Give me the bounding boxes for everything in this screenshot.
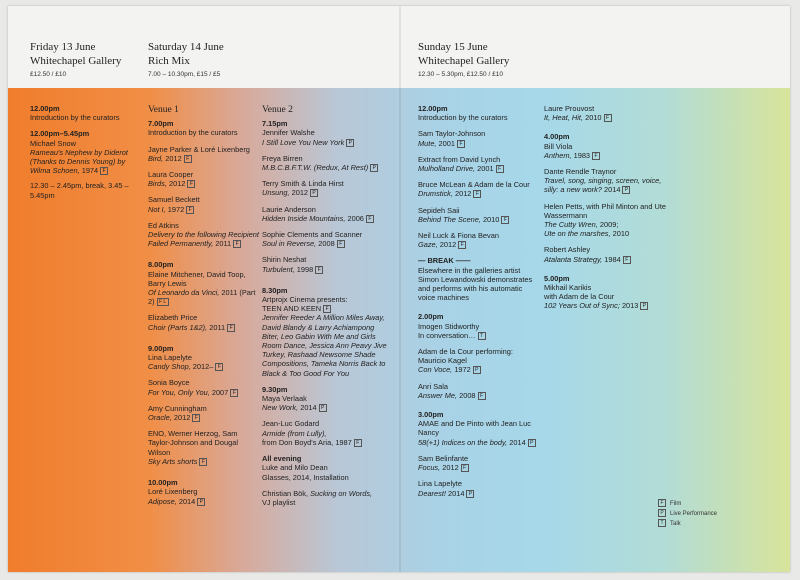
- event-time: 9.30pm: [262, 384, 288, 394]
- tag-icon: P: [466, 490, 474, 498]
- event-work: The Cutty Wren,: [544, 220, 598, 230]
- event-desc: from Don Boyd's Aria,: [262, 437, 334, 447]
- event-year: 1983: [573, 150, 591, 160]
- event-item: [148, 170, 260, 188]
- event-artist: Maya Verlaak: [262, 394, 307, 404]
- event-work: Behind The Scene,: [418, 214, 481, 224]
- event-item: [418, 347, 536, 375]
- event-work: Delivery to the following Recipient Failed Permanently,: [148, 230, 259, 249]
- event-year: 1998: [296, 264, 314, 274]
- event-artist: Laurie Anderson: [262, 204, 316, 214]
- legend-item: [658, 519, 717, 529]
- event-item: [418, 479, 536, 497]
- event-time: 9.00pm: [148, 343, 174, 353]
- event-note: 12.30 – 2.45pm, break, 3.45 – 5.45pm: [30, 181, 129, 200]
- event-desc: Glasses, 2014, Installation: [262, 472, 349, 482]
- tag-icon: P: [346, 139, 354, 147]
- event-desc: with Adam de la Cour: [544, 292, 615, 302]
- event-work: Unsung,: [262, 188, 290, 198]
- event-item: [262, 419, 390, 447]
- event-item: [262, 385, 390, 413]
- day-date: Saturday 14 June: [148, 41, 224, 53]
- tag-icon: F: [199, 458, 207, 466]
- event-artist: AMAE and De Pinto with Jean Luc Nancy: [418, 419, 531, 438]
- event-artist: Laura Cooper: [148, 170, 194, 180]
- event-year: 2010: [612, 229, 630, 239]
- event-time: 2.00pm: [418, 312, 444, 322]
- event-artist: Ed Atkins: [148, 220, 179, 230]
- tag-icon: F: [227, 324, 235, 332]
- event-item: [544, 132, 674, 160]
- event-item: [262, 154, 390, 172]
- event-desc: VJ playlist: [262, 497, 296, 507]
- tag-icon: F: [366, 215, 374, 223]
- event-presenter: Artprojx Cinema presents:: [262, 295, 348, 305]
- event-artist: Luke and Milo Dean: [262, 463, 328, 473]
- event-work: Birds,: [148, 179, 167, 189]
- event-artist: ENO, Werner Herzog, Sam Taylor-Johnson and Dougal Wilson: [148, 429, 238, 457]
- event-year: 1984: [604, 254, 621, 264]
- event-artist: Bruce McLean & Adam de la Cour: [418, 180, 530, 190]
- tag-icon: F: [473, 190, 481, 198]
- tag-icon: F: [323, 305, 331, 313]
- event-artist: Neil Luck & Fiona Bevan: [418, 231, 499, 241]
- event-artist: Michael Snow: [30, 138, 77, 148]
- event-year: 2010: [585, 113, 602, 123]
- event-item: [262, 255, 390, 273]
- event-work: Ute on the marshes,: [544, 229, 611, 239]
- event-artist: Sophie Clements and Scanner: [262, 230, 363, 240]
- event-work: Of Leonardo da Vinci,: [148, 288, 220, 298]
- event-item: [148, 260, 260, 306]
- event-artist: Sam Taylor-Johnson: [418, 129, 486, 139]
- tag-icon: P: [473, 366, 481, 374]
- event-work: Mulholland Drive,: [418, 164, 476, 174]
- event-desc: Introduction by the curators: [148, 128, 238, 138]
- event-artist: Jean-Luc Godard: [262, 419, 320, 429]
- day-date: Sunday 15 June: [418, 41, 488, 53]
- day-venue: Rich Mix: [148, 55, 190, 67]
- event-year: 2012: [439, 240, 457, 250]
- event-artist: Lina Lapelyte: [418, 479, 462, 489]
- event-time: 8.30pm: [262, 285, 288, 295]
- event-work: Armide (from Lully),: [262, 428, 327, 438]
- event-year: 2001: [477, 164, 494, 174]
- event-artist: Sonia Boyce: [148, 378, 190, 388]
- tag-icon: F: [496, 165, 504, 173]
- event-year: 2014: [509, 437, 526, 447]
- tag-icon: P: [640, 302, 648, 310]
- event-work: Sky Arts shorts: [148, 456, 198, 466]
- event-artist: Samuel Beckett: [148, 195, 200, 205]
- event-time: 4.00pm: [544, 132, 570, 142]
- event-artist: Loré Lixenberg: [148, 487, 198, 497]
- day-header-friday: [30, 40, 121, 78]
- event-year: 2009;: [599, 220, 619, 230]
- saturday-venue2-column: [262, 106, 390, 514]
- day-price: 7.00 – 10.30pm, £15 / £5: [148, 71, 221, 78]
- event-item: [544, 167, 674, 195]
- event-artist: Christian Bök,: [262, 488, 309, 498]
- friday-column: [30, 104, 142, 207]
- event-item: [418, 454, 536, 472]
- event-artist: Amy Cunningham: [148, 403, 207, 413]
- tag-icon: F: [592, 152, 600, 160]
- event-artist: Adam de la Cour performing: Mauricio Kagel: [418, 347, 513, 366]
- tag-icon: P: [622, 186, 630, 194]
- legend-label: Live Performance: [670, 511, 718, 517]
- tag-icon: F: [186, 206, 194, 214]
- event-item: [418, 312, 536, 340]
- event-programme-title: TEEN AND KEEN: [262, 304, 322, 314]
- programme-spread: [8, 6, 790, 572]
- event-work: Oracle,: [148, 413, 172, 423]
- event-work: 58(+1) Indices on the body,: [418, 437, 508, 447]
- tag-icon: F: [457, 140, 465, 148]
- page-fold: [399, 6, 401, 572]
- event-item: [148, 404, 260, 422]
- event-work: Adipose,: [148, 496, 177, 506]
- event-artist: Sepideh Saii: [418, 205, 460, 215]
- event-year: 2011: [215, 239, 232, 249]
- event-work: Mute,: [418, 138, 437, 148]
- event-item: [148, 119, 260, 137]
- legend-item: [658, 509, 717, 519]
- event-year: 2012: [168, 179, 186, 189]
- event-year: 2008: [318, 239, 335, 249]
- event-work: Drumstick,: [418, 189, 453, 199]
- event-work: M.B.C.B.F.T.W. (Redux, At Rest): [262, 163, 369, 173]
- saturday-venue1-column: [148, 106, 260, 513]
- tag-icon: F: [354, 439, 362, 447]
- event-artist: Lina Lapelyte: [148, 353, 192, 363]
- day-price: £12.50 / £10: [30, 71, 67, 78]
- legend-label: Talk: [670, 521, 681, 527]
- event-year: 2001: [438, 138, 455, 148]
- tag-icon: F: [233, 240, 241, 248]
- event-work: Choir (Parts 1&2),: [148, 322, 208, 332]
- venue-heading: Venue 1: [148, 105, 179, 115]
- event-item: [262, 119, 390, 147]
- event-work: Atalanta Strategy,: [544, 254, 603, 264]
- event-artist: Freya Birren: [262, 153, 303, 163]
- event-time: 10.00pm: [148, 478, 178, 488]
- tag-icon: P: [310, 189, 318, 197]
- event-year: 1974: [81, 166, 99, 176]
- event-item: [148, 344, 260, 372]
- tag-icon: F: [461, 464, 469, 472]
- event-artist: Extract from David Lynch: [418, 154, 501, 164]
- event-year: 1987: [335, 437, 352, 447]
- event-work: Focus,: [418, 463, 441, 473]
- event-item: [418, 231, 536, 249]
- talk-tag-icon: T: [478, 332, 486, 340]
- event-artist: Robert Ashley: [544, 245, 591, 255]
- tag-icon: F: [230, 389, 238, 397]
- event-item: [262, 230, 390, 248]
- event-item: [262, 286, 390, 378]
- break-section: [418, 256, 536, 302]
- event-item: [148, 478, 260, 506]
- day-venue: Whitechapel Gallery: [30, 55, 122, 67]
- event-work: Hidden Inside Mountains,: [262, 213, 346, 223]
- event-item: [262, 205, 390, 223]
- tag-icon: F: [184, 155, 192, 163]
- event-item: [148, 145, 260, 163]
- tag-icon: P: [370, 164, 378, 172]
- event-work: Turbulent,: [262, 264, 295, 274]
- event-item: [148, 378, 260, 396]
- event-artist: Bill Viola: [544, 141, 573, 151]
- event-item: [262, 489, 390, 507]
- event-artist: Sam Belinfante: [418, 453, 469, 463]
- event-year: 2012–: [192, 362, 214, 372]
- day-header-saturday: [148, 40, 224, 78]
- tag-icon: P: [197, 498, 205, 506]
- talk-tag-icon: T: [658, 519, 666, 527]
- tag-icon: F: [501, 216, 509, 224]
- event-artist: Mikhail Karikis: [544, 283, 592, 293]
- event-work: Sucking on Words,: [310, 488, 373, 498]
- break-heading: — BREAK ——: [418, 256, 471, 266]
- event-artist: Jayne Parker & Loré Lixenberg: [148, 144, 250, 154]
- event-item: [418, 129, 536, 147]
- sunday-column-1: [418, 104, 536, 505]
- performance-tag-icon: P: [658, 509, 666, 517]
- day-price: 12.30 – 5.30pm, £12.50 / £10: [418, 71, 503, 78]
- film-tag-icon: F: [100, 167, 108, 175]
- event-work: Gaze,: [418, 240, 438, 250]
- film-tag-icon: F: [658, 499, 666, 507]
- venue-heading: Venue 2: [262, 105, 293, 115]
- tag-icon: F L: [157, 298, 169, 306]
- event-year: 1972: [454, 365, 471, 375]
- event-time: 8.00pm: [148, 260, 174, 270]
- sunday-column-2: [544, 104, 674, 318]
- event-work: Dearest!: [418, 488, 446, 498]
- event-programme-list: Jennifer Reeder A Million Miles Away, David Blandy & Larry Achiampong Biter, Leo Gabin With Me and Girls Room Dance, Jessica Ann Peavy Jive Turkey, Rashaad Newsome Shade Compositions, Tameka Norris Back to Black & Too Good For You: [262, 313, 387, 378]
- event-item: [418, 155, 536, 173]
- event-year: 2014: [603, 185, 621, 195]
- event-item: [544, 202, 674, 239]
- event-artist: Elizabeth Price: [148, 313, 198, 323]
- event-item: [262, 454, 390, 482]
- event-item: [148, 313, 260, 331]
- event-item: [544, 104, 674, 122]
- event-item: [148, 429, 260, 466]
- event-artist: Elaine Mitchener, David Toop, Barry Lewis: [148, 269, 246, 288]
- tag-icon: P: [528, 439, 536, 447]
- event-time: 12.00pm: [418, 104, 448, 113]
- event-year: 2012: [442, 463, 459, 473]
- tag-icon: F: [315, 266, 323, 274]
- day-venue: Whitechapel Gallery: [418, 55, 510, 67]
- event-time: 7.15pm: [262, 119, 288, 129]
- legend: [658, 499, 717, 529]
- event-artist: Dante Rendle Traynor: [544, 167, 617, 177]
- event-year: 2013: [621, 301, 639, 311]
- event-time: All evening: [262, 454, 302, 464]
- event-artist: Laure Prouvost: [544, 104, 595, 113]
- tag-icon: F: [623, 256, 631, 264]
- event-item: [418, 410, 536, 447]
- event-work: New Work,: [262, 403, 299, 413]
- tag-icon: F: [604, 114, 612, 122]
- event-year: 2007: [211, 387, 229, 397]
- event-work: I Still Love You New York: [262, 137, 345, 147]
- event-work: Candy Shop,: [148, 362, 191, 372]
- day-date: Friday 13 June: [30, 41, 96, 53]
- event-item: [262, 179, 390, 197]
- event-item: [418, 180, 536, 198]
- event-year: 2011: [209, 322, 226, 332]
- event-artist: Helen Petts, with Phil Minton and Ute Wassermann: [544, 201, 667, 220]
- event-desc: Introduction by the curators: [30, 113, 120, 123]
- event-work: 102 Years Out of Sync;: [544, 301, 620, 311]
- event-desc: Introduction by the curators: [418, 113, 508, 123]
- tag-icon: F: [215, 363, 223, 371]
- legend-label: Film: [670, 501, 682, 507]
- event-time: 7.00pm: [148, 119, 174, 129]
- event-work: Rameau's Nephew by Diderot (Thanks to Dennis Young) by Wilma Schoen,: [30, 147, 128, 176]
- event-item: [418, 206, 536, 224]
- tag-icon: F: [192, 414, 200, 422]
- tag-icon: F: [187, 180, 195, 188]
- event-work: Not I,: [148, 204, 166, 214]
- event-item: [418, 104, 536, 122]
- event-work: Soul in Reverse,: [262, 239, 317, 249]
- event-item: [30, 129, 142, 199]
- tag-icon: P: [319, 404, 327, 412]
- event-artist: Imogen Stidworthy: [418, 321, 480, 331]
- event-item: [544, 274, 674, 311]
- event-artist: Terry Smith & Linda Hirst: [262, 179, 344, 189]
- event-item: [418, 382, 536, 400]
- event-time: 5.00pm: [544, 273, 570, 283]
- event-year: 2012: [173, 413, 191, 423]
- event-item: [148, 221, 260, 249]
- event-year: 2008: [459, 390, 476, 400]
- break-desc: Elsewhere in the galleries artist Simon Lewandowski demonstrates and performs with his automatic voice machines: [418, 265, 533, 303]
- event-desc: In conversation…: [418, 330, 476, 340]
- event-year: 2012: [291, 188, 309, 198]
- event-year: 2014: [300, 403, 317, 413]
- event-time: 3.00pm: [418, 410, 444, 420]
- event-work: Answer Me,: [418, 390, 458, 400]
- event-year: 2006: [347, 213, 364, 223]
- event-work: Con Voce,: [418, 365, 453, 375]
- event-year: 2010: [482, 214, 500, 224]
- event-year: 2014: [178, 496, 196, 506]
- event-work: Travel, song, singing, screen, voice, silly: a new work?: [544, 176, 662, 195]
- event-year: 1972: [167, 204, 185, 214]
- event-year: 2012: [165, 153, 182, 163]
- event-item: [544, 245, 674, 263]
- event-artist: Shirin Neshat: [262, 255, 307, 265]
- event-work: Anthem,: [544, 150, 572, 160]
- event-artist: Jennifer Walshe: [262, 128, 315, 138]
- event-year: 2014: [448, 488, 465, 498]
- legend-item: [658, 499, 717, 509]
- tag-icon: F: [337, 240, 345, 248]
- day-header-sunday: [418, 40, 509, 78]
- event-item: [30, 104, 142, 122]
- event-work: Bird,: [148, 153, 164, 163]
- event-work: For You, Only You,: [148, 387, 210, 397]
- event-artist: Anri Sala: [418, 381, 448, 391]
- event-time: 12.00pm: [30, 104, 60, 113]
- event-work: It, Heat, Hit,: [544, 113, 584, 123]
- event-year: 2012: [454, 189, 472, 199]
- event-item: [148, 195, 260, 213]
- event-time: 12.00pm–5.45pm: [30, 129, 90, 139]
- tag-icon: F: [478, 392, 486, 400]
- event-year: 2011 (Part 2): [148, 288, 256, 307]
- tag-icon: F: [458, 241, 466, 249]
